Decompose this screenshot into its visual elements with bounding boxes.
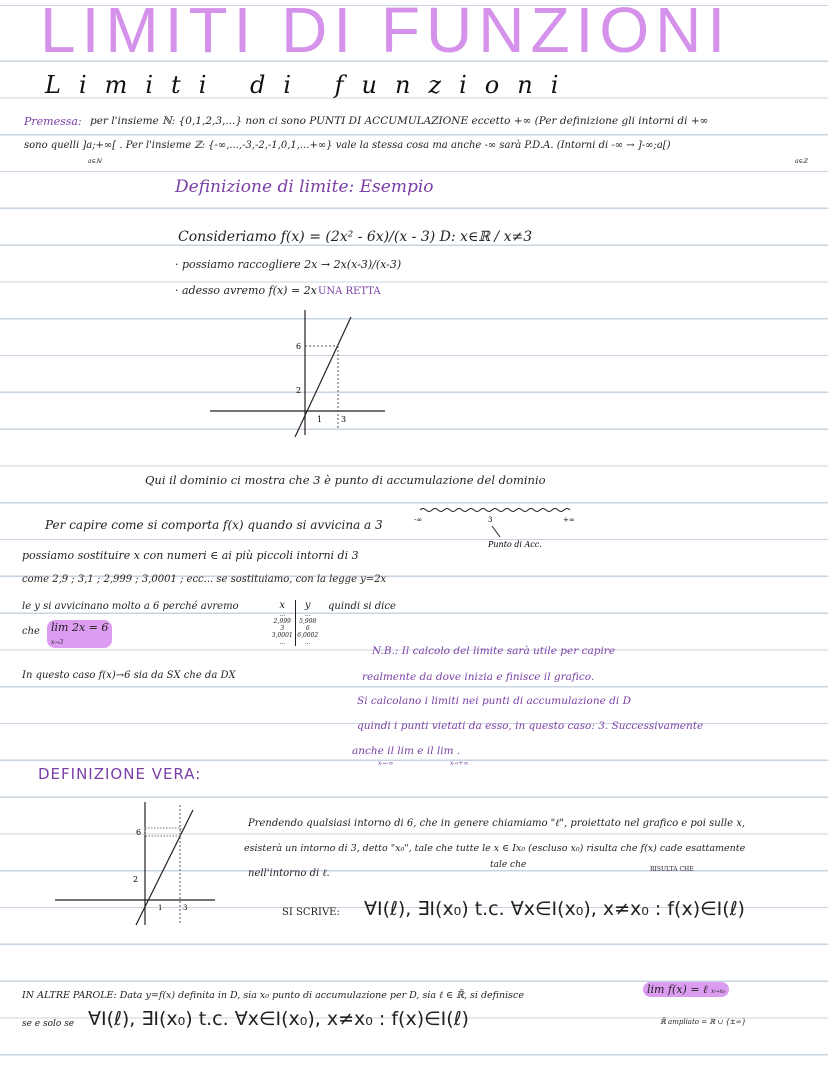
explain-line-4: le y si avvicinano molto a 6 perché avremo xyxy=(22,601,239,612)
other-line1: IN ALTRE PAROLE: Data y=f(x) definita in D, sia x₀ punto di accumulazione per D, sia ℓ ∈ ℝ̃, si definisce xyxy=(22,990,524,1001)
example-line2: · possiamo raccogliere 2x → 2x(x-3)/(x-3) xyxy=(175,258,402,271)
tick-6: 6 xyxy=(296,342,302,351)
def-tick-1: 1 xyxy=(158,904,163,912)
nb-line-3: Si calcolano i limiti nei punti di accumulazione di D xyxy=(357,695,632,707)
table-cell: 6,0002 xyxy=(295,632,321,639)
explain-line-5: che xyxy=(22,626,40,637)
table-row xyxy=(270,618,320,625)
explain-line-1: Per capire come si comporta f(x) quando si avvicina a 3 xyxy=(45,518,383,532)
page-subtitle: Limiti di funzioni xyxy=(45,71,577,99)
nb-sub-2: x→+∞ xyxy=(450,760,469,767)
table-cell: ... xyxy=(295,639,321,646)
table-cell: ... xyxy=(295,611,321,618)
example-heading: Definizione di limite: Esempio xyxy=(175,177,434,197)
nl-right: +∞ xyxy=(563,516,575,524)
table-header-y: y xyxy=(295,600,321,611)
nl-mid: 3 xyxy=(488,516,493,524)
nl-arrow-label: Punto di Acc. xyxy=(488,540,542,549)
table-cell: 3,0001 xyxy=(271,632,293,639)
nb-line-4: quindi i punti vietati da esso, in questo caso: 3. Successivamente xyxy=(357,720,704,732)
premessa-line1: per l'insieme ℕ: {0,1,2,3,...} non ci sono PUNTI DI ACCUMULAZIONE eccetto +∞ (Per definizione gli intorni di +∞ xyxy=(90,115,709,127)
premessa-note-left: a∈ℕ xyxy=(88,158,102,165)
number-line xyxy=(400,500,610,552)
explain-line-2: possiamo sostituire x con numeri ∈ ai più piccoli intorni di 3 xyxy=(22,549,359,562)
tick-1: 1 xyxy=(317,415,323,424)
def-line-3: nell'intorno di ℓ. xyxy=(248,868,330,879)
example-line3: · adesso avremo f(x) = 2x xyxy=(175,284,317,297)
def-line-2: esisterà un intorno di 3, detto "x₀", tale che tutte le x ∈ Ix₀ (escluso x₀) risulta che f(x) cade esattamente xyxy=(244,843,746,854)
other-formula: ∀I(ℓ), ∃I(x₀) t.c. ∀x∈I(x₀), x≠x₀ : f(x)∈I(ℓ) xyxy=(88,1008,469,1030)
tick-2: 2 xyxy=(296,386,302,395)
def-tick-2: 2 xyxy=(133,875,139,884)
explain-line-3: come 2,9 ; 3,1 ; 2,999 ; 3,0001 ; ecc... se sostituiamo, con la legge y=2x xyxy=(22,574,387,585)
example-line1: Consideriamo f(x) = (2x² - 6x)/(x - 3) D: x∈ℝ / x≠3 xyxy=(178,229,533,245)
value-table xyxy=(270,600,320,646)
formula: ∀I(ℓ), ∃I(x₀) t.c. ∀x∈I(x₀), x≠x₀ : f(x)∈I(ℓ) xyxy=(364,898,745,920)
limit-sub: x→3 xyxy=(51,639,64,646)
other-note: ℝ̃ ampliato = ℝ ∪ {±∞} xyxy=(660,1018,747,1026)
table-cell: 3 xyxy=(280,625,285,632)
nb-sub-1: x→-∞ xyxy=(378,760,394,767)
nl-left: -∞ xyxy=(414,516,423,524)
explain-conclusion: In questo caso f(x)→6 sia da SX che da DX xyxy=(22,670,236,681)
risulta-che-note: RISULTA CHE xyxy=(650,866,694,873)
nb-line-2: realmente da dove inizia e finisce il grafico. xyxy=(362,671,595,683)
limit: lim 2x = 6 xyxy=(51,621,109,634)
def-tick-3: 3 xyxy=(183,904,188,912)
other-limit-highlight xyxy=(643,982,729,997)
table-cell: 6 xyxy=(295,625,321,632)
tale-che-note: tale che xyxy=(490,860,527,870)
table-header-x: x xyxy=(279,600,286,611)
table-row xyxy=(270,632,320,639)
nb-line-5: anche il lim e il lim . xyxy=(352,745,461,757)
definition-heading: DEFINIZIONE VERA: xyxy=(38,765,202,783)
premessa-label: Premessa: xyxy=(24,115,82,128)
table-cell: ... xyxy=(279,639,286,646)
line-graph xyxy=(205,305,390,440)
other-limit-sub: x→x₀ xyxy=(711,988,726,995)
formula-label: SI SCRIVE: xyxy=(282,907,340,918)
nb-line-1: N.B.: Il calcolo del limite sarà utile per capire xyxy=(372,645,616,657)
table-row xyxy=(270,625,320,632)
table-cell: ... xyxy=(279,611,286,618)
domain-note: Qui il dominio ci mostra che 3 è punto di accumulazione del dominio xyxy=(145,473,546,487)
limit-highlight xyxy=(47,620,112,648)
after-table: quindi si dice xyxy=(328,601,396,612)
tick-3: 3 xyxy=(341,415,347,424)
nl-arrow xyxy=(492,526,500,537)
page-title: LIMITI DI FUNZIONI xyxy=(40,0,732,66)
table-cell: 5,998 xyxy=(295,618,321,625)
table-row xyxy=(270,639,320,646)
definition-graph xyxy=(50,800,240,930)
def-line-1: Prendendo qualsiasi intorno di 6, che in genere chiamiamo "ℓ", proiettato nel grafico e poi sulle x, xyxy=(248,818,746,829)
table-row xyxy=(270,611,320,618)
premessa-note-right: a∈ℤ xyxy=(795,158,808,165)
other-line2-prefix: se e solo se xyxy=(22,1019,75,1029)
example-line3-note: UNA RETTA xyxy=(318,286,381,297)
table-cell: 2,999 xyxy=(273,618,291,625)
premessa-line2: sono quelli ]a;+∞[ . Per l'insieme ℤ: {-∞,...,-3,-2,-1,0,1,...+∞} vale la stessa cosa ma anche -∞ sarà P.D.A. (Intorni di -∞ → ]-∞;a[) xyxy=(24,140,671,151)
def-tick-6: 6 xyxy=(136,828,142,837)
other-limit: lim f(x) = ℓ xyxy=(647,983,708,996)
